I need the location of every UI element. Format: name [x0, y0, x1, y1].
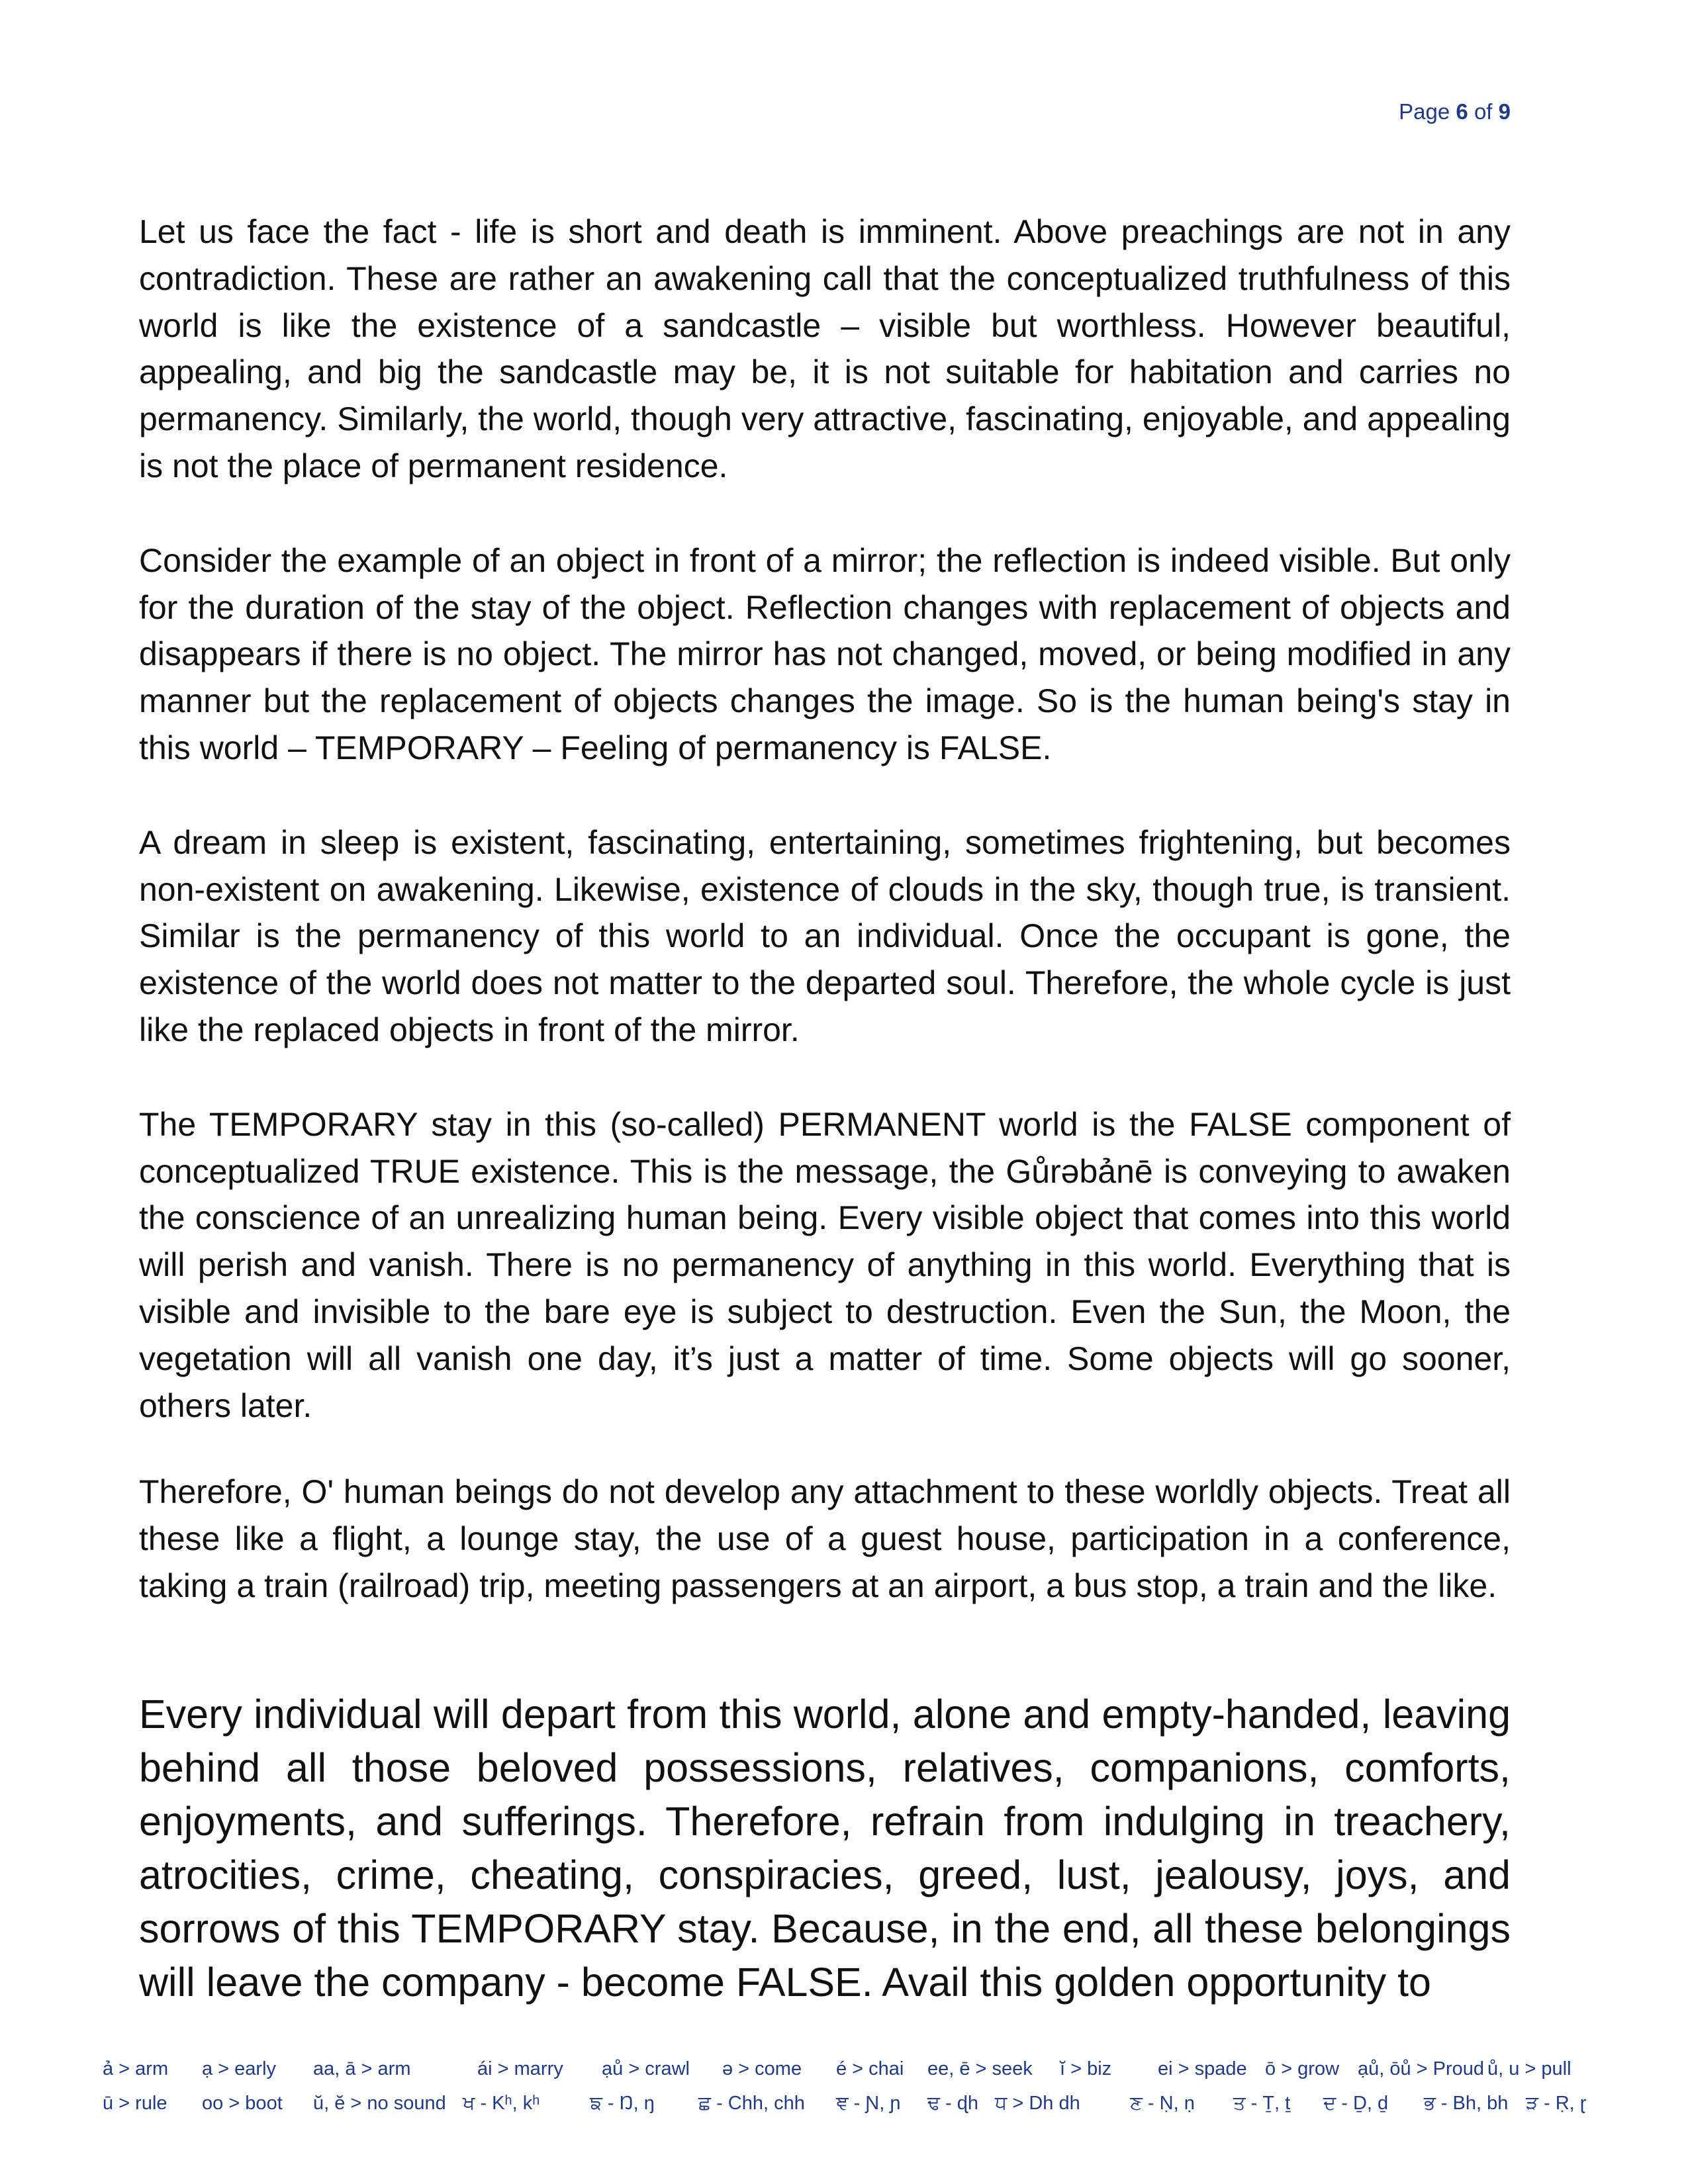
legend-item: oo > boot	[202, 2093, 283, 2114]
page-prefix: Page	[1399, 99, 1450, 124]
legend-item: ĭ > biz	[1060, 2058, 1112, 2079]
paragraph-attachment: Therefore, O' human beings do not develop any attachment to these worldly objects. Treat all these like a flight, a lounge stay, the use of a guest house, participation in a conference, taking a train (railroad) trip, meeting passengers at an airport, a bus stop, a train and the like.	[139, 1473, 1511, 1604]
legend-item: ū > rule	[103, 2093, 167, 2114]
page-current: 6	[1456, 99, 1468, 124]
page-number	[1399, 99, 1511, 124]
legend-row-consonants	[103, 2093, 1612, 2127]
legend-item: ə > come	[722, 2058, 802, 2079]
legend-item: ਛ - Chh, chh	[698, 2093, 805, 2114]
legend-item: ਞ - Ɲ, ɲ	[836, 2093, 901, 2114]
legend-item: ਣ - Ṇ, ṇ	[1130, 2093, 1195, 2114]
legend-row-vowels	[103, 2058, 1612, 2093]
legend-item: ei > spade	[1158, 2058, 1247, 2079]
legend-item: ạ > early	[202, 2058, 277, 2079]
legend-item: ਦ - Ḏ, ḏ	[1323, 2093, 1389, 2114]
paragraph-mirror: Consider the example of an object in front of a mirror; the reflection is indeed visible. But only for the duration of the stay of the object. Reflection changes with replacement of objects and disappears if there is no object. The mirror has not changed, moved, or being modified in any manner but the replacement of objects changes the image. So is the human being's stay in this world – TEMPORARY – Feeling of permanency is FALSE.	[139, 541, 1511, 766]
legend-item: ਢ - ɖh	[927, 2093, 978, 2114]
legend-item: ạů, ōů > Proud	[1358, 2058, 1485, 2079]
legend-item: ŭ, ĕ > no sound	[313, 2093, 446, 2114]
legend-item: ਖ - Kʰ, kʰ	[463, 2093, 540, 2114]
legend-item: ee, ē > seek	[927, 2058, 1033, 2079]
legend-item: é > chai	[836, 2058, 904, 2079]
legend-item: ạů > crawl	[602, 2058, 690, 2079]
legend-item: aa, ā > arm	[313, 2058, 411, 2079]
legend-item: ů, u > pull	[1487, 2058, 1571, 2079]
legend-item: ả > arm	[103, 2058, 169, 2079]
paragraph-temporary-stay: The TEMPORARY stay in this (so-called) PERMANENT world is the FALSE component of conceptualized TRUE existence. This is the message, the Gůrəbảnē is conveying to awaken the conscience of an unrealizing human being. Every visible object that comes into this world will perish and vanish. There is no permanency of anything in this world. Everything that is visible and invisible to the bare eye is subject to destruction. Even the Sun, the Moon, the vegetation will all vanish one day, it’s just a matter of time. Some objects will go sooner, others later.	[139, 1105, 1511, 1424]
legend-item: ਧ > Dh dh	[995, 2093, 1080, 2114]
legend-item: ੜ - Ṛ, ɽ	[1526, 2093, 1587, 2114]
page-of: of	[1474, 99, 1493, 124]
document-body	[139, 208, 1511, 2009]
paragraph-dream: A dream in sleep is existent, fascinating, entertaining, sometimes frightening, but becomes non-existent on awakening. Likewise, existence of clouds in the sky, though true, is transient. Similar is the permanency of this world to an individual. Once the occupant is gone, the existence of the world does not matter to the departed soul. Therefore, the whole cycle is just like the replaced objects in front of the mirror.	[139, 823, 1511, 1048]
pronunciation-legend	[103, 2058, 1612, 2127]
legend-item: ਙ - Ŋ, ŋ	[590, 2093, 655, 2114]
legend-item: ਭ - Bh, bh	[1424, 2093, 1509, 2114]
legend-item: ō > grow	[1265, 2058, 1340, 2079]
paragraph-departure: Every individual will depart from this world, alone and empty-handed, leaving behind all those beloved possessions, relatives, companions, comforts, enjoyments, and sufferings. Therefore, refrain from indulging in treachery, atrocities, crime, cheating, conspiracies, greed, lust, jealousy, joys, and sorrows of this TEMPORARY stay. Because, in the end, all these belongings will leave the company - become FALSE. Avail this golden opportunity to	[139, 1691, 1511, 2005]
legend-item: ái > marry	[477, 2058, 563, 2079]
paragraph-sandcastle: Let us face the fact - life is short and death is imminent. Above preachings are not in any contradiction. These are rather an awakening call that the conceptualized truthfulness of this world is like the existence of a sandcastle – visible but worthless. However beautiful, appealing, and big the sandcastle may be, it is not suitable for habitation and carries no permanency. Similarly, the world, though very attractive, fascinating, enjoyable, and appealing is not the place of permanent residence.	[139, 213, 1511, 484]
page-total: 9	[1498, 99, 1511, 124]
legend-item: ਤ - Ṯ, ṯ	[1233, 2093, 1291, 2114]
